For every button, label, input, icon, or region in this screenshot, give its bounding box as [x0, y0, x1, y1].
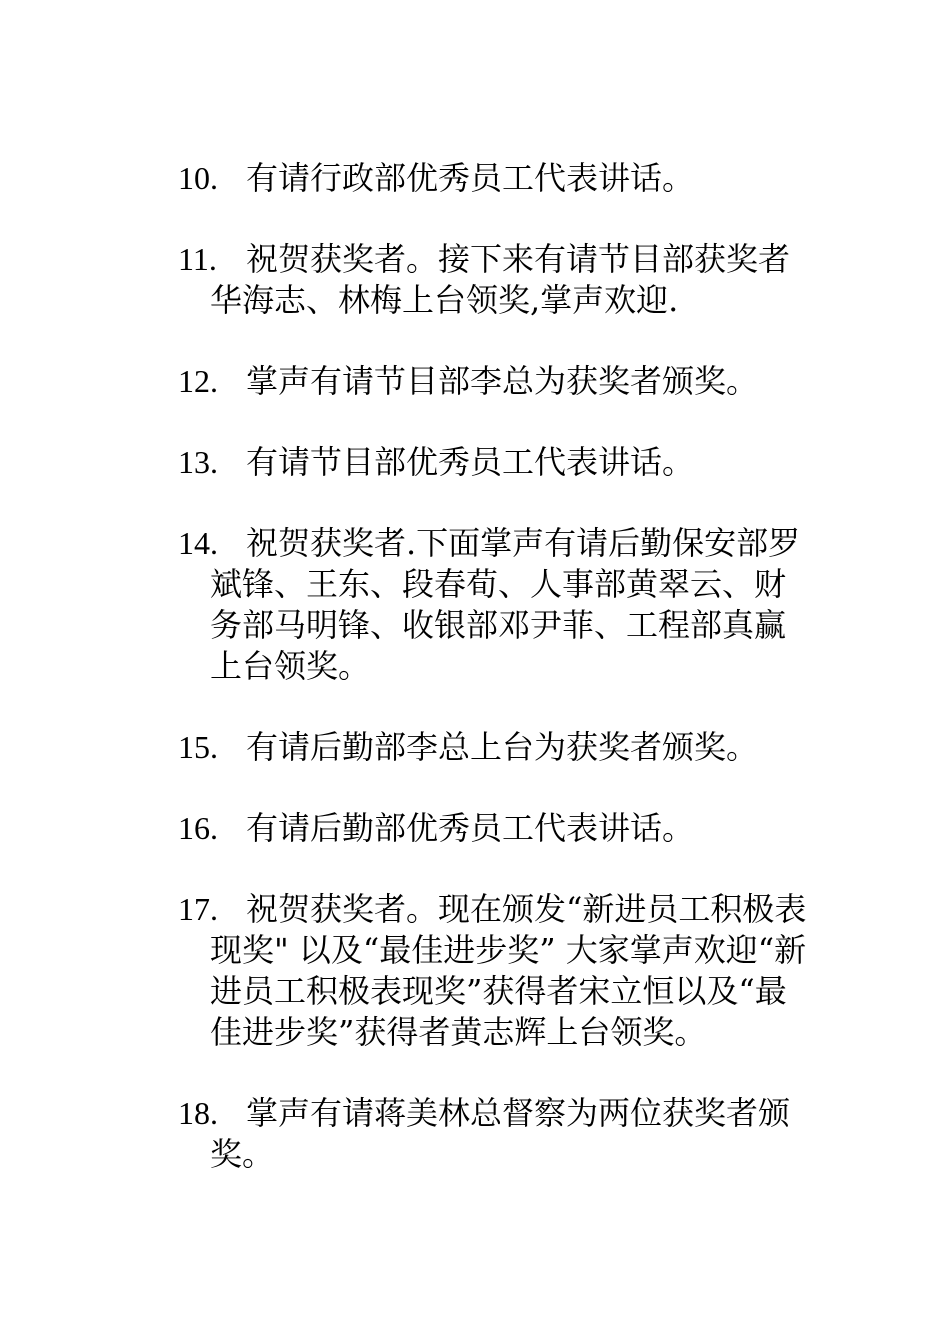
item-number: 14. — [178, 525, 218, 561]
item-number: 10. — [178, 160, 218, 196]
list-item — [178, 239, 810, 321]
list-item — [178, 889, 810, 1053]
item-number: 18. — [178, 1095, 218, 1131]
item-text: 有请行政部优秀员工代表讲话。 — [246, 159, 695, 197]
list-item — [178, 523, 810, 687]
item-text: 祝贺获奖者。现在颁发“新进员工积极表现奖" 以及“最佳进步奖” 大家掌声欢迎“新进员工积极表现奖”获得者宋立恒以及“最佳进步奖”获得者黄志辉上台领奖。 — [210, 890, 807, 1051]
item-number: 13. — [178, 444, 218, 480]
item-number: 17. — [178, 891, 218, 927]
list-item — [178, 158, 810, 199]
item-text: 掌声有请节目部李总为获奖者颁奖。 — [246, 362, 759, 400]
list-item — [178, 808, 810, 849]
list-item — [178, 442, 810, 483]
list-item — [178, 1093, 810, 1175]
item-text: 有请节目部优秀员工代表讲话。 — [246, 443, 695, 481]
list-item — [178, 361, 810, 402]
program-list — [178, 158, 810, 1215]
item-number: 16. — [178, 810, 218, 846]
item-number: 15. — [178, 729, 218, 765]
item-text: 祝贺获奖者。接下来有请节目部获奖者华海志、林梅上台领奖,掌声欢迎. — [210, 240, 791, 319]
item-text: 有请后勤部优秀员工代表讲话。 — [246, 809, 695, 847]
item-text: 掌声有请蒋美林总督察为两位获奖者颁奖。 — [210, 1094, 791, 1173]
item-text: 有请后勤部李总上台为获奖者颁奖。 — [246, 728, 759, 766]
item-number: 11. — [178, 241, 217, 277]
item-text: 祝贺获奖者.下面掌声有请后勤保安部罗斌锋、王东、段春荀、人事部黄翠云、财务部马明锋、收银部邓尹菲、工程部真赢上台领奖。 — [210, 524, 801, 685]
item-number: 12. — [178, 363, 218, 399]
list-item — [178, 727, 810, 768]
